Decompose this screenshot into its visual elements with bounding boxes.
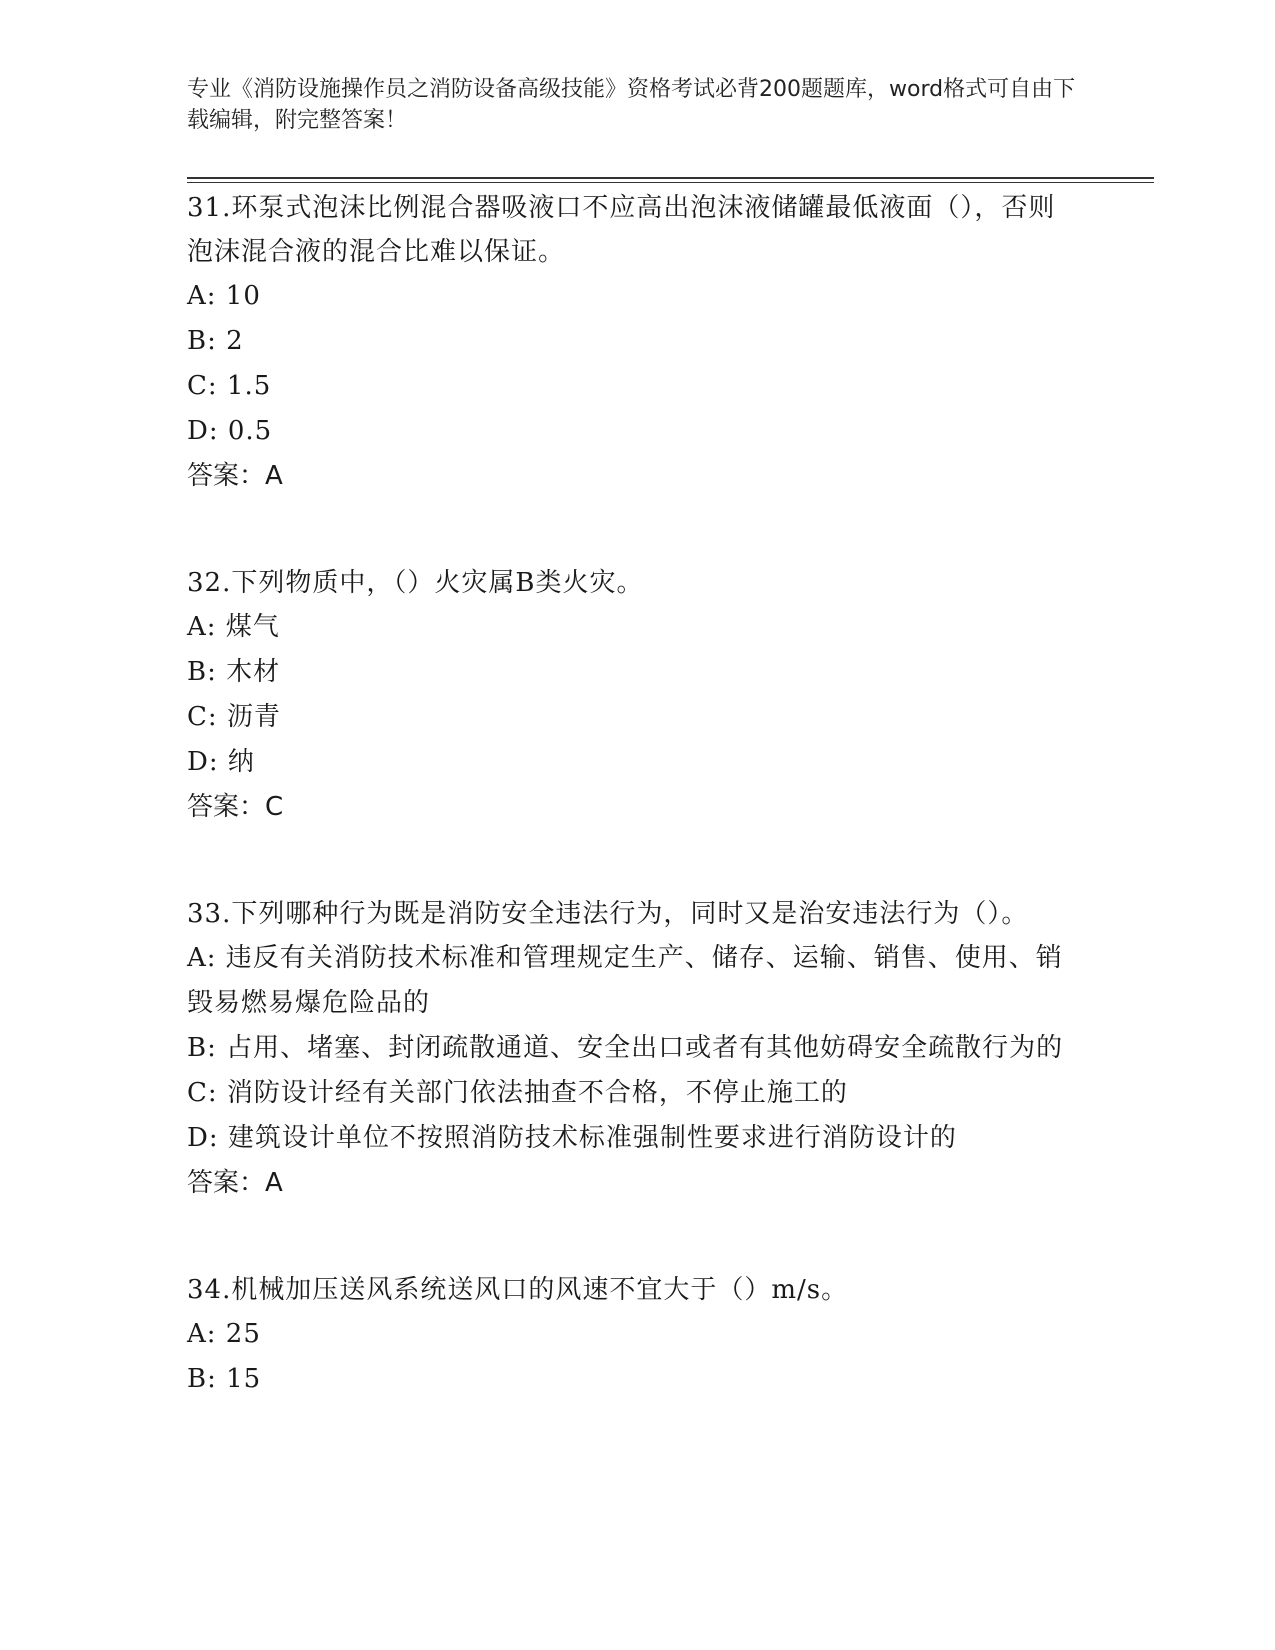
option-b: B: 木材 [187,657,281,687]
question-stem: 33.下列哪种行为既是消防安全违法行为，同时又是治安违法行为（）。 [187,899,1029,929]
document-header: 专业《消防设施操作员之消防设备高级技能》资格考试必背200题题库，word格式可自由下载编辑，附完整答案！ [187,77,1076,133]
question-34 [187,1268,1077,1402]
question-list [187,186,1077,1402]
answer-line: 答案：A [187,461,283,491]
option-c: C: 1.5 [187,371,272,401]
question-31 [187,186,1077,499]
option-d: D: 0.5 [187,416,273,446]
header-rule-thin [187,182,1154,183]
option-b: B: 占用、堵塞、封闭疏散通道、安全出口或者有其他妨碍安全疏散行为的 [187,1033,1064,1063]
question-33 [187,892,1077,1206]
answer-line: 答案：C [187,792,284,822]
question-32 [187,561,1077,830]
header-rule-thick [187,177,1154,179]
question-stem: 34.机械加压送风系统送风口的风速不宜大于（）m/s。 [187,1275,849,1305]
option-a: A: 10 [187,281,261,311]
option-a: A: 违反有关消防技术标准和管理规定生产、储存、运输、销售、使用、销毁易燃易爆危险品的 [187,943,1063,1018]
question-spacer [187,830,1077,892]
question-stem: 31.环泵式泡沫比例混合器吸液口不应高出泡沫液储罐最低液面（），否则泡沫混合液的混合比难以保证。 [187,193,1056,267]
question-stem: 32.下列物质中，（）火灾属B类火灾。 [187,568,644,598]
option-c: C: 沥青 [187,702,281,732]
option-d: D: 纳 [187,747,255,777]
option-a: A: 煤气 [187,612,280,642]
option-b: B: 15 [187,1364,262,1394]
question-spacer [187,499,1077,561]
option-d: D: 建筑设计单位不按照消防技术标准强制性要求进行消防设计的 [187,1123,957,1153]
option-c: C: 消防设计经有关部门依法抽查不合格，不停止施工的 [187,1078,848,1108]
answer-line: 答案：A [187,1168,283,1198]
question-spacer [187,1206,1077,1268]
option-a: A: 25 [187,1319,261,1349]
option-b: B: 2 [187,326,244,356]
